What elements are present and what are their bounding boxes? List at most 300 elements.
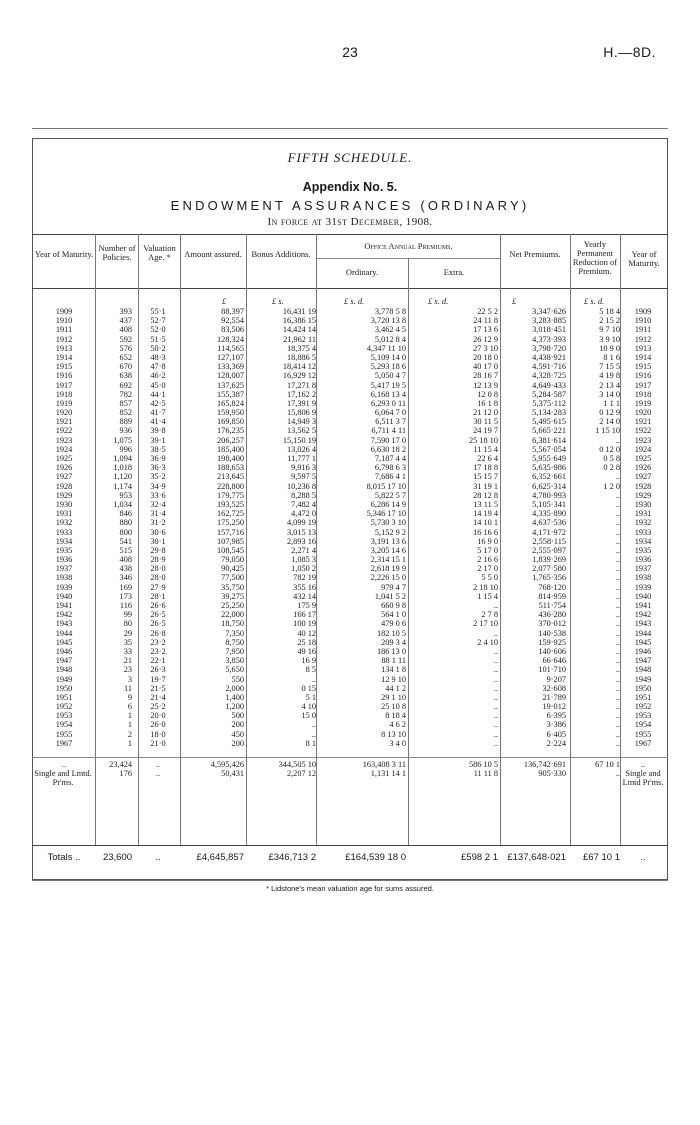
cell-year-right: 1933 [634,527,652,537]
cell-number: 936 [119,426,132,436]
cell-amount: 2,000 [225,683,244,693]
cell-year: 1913 [55,343,73,353]
cell-yearly: 9 7 10 [599,325,620,335]
cell-age: 31·4 [150,509,166,519]
cell-extra: .. [493,711,498,721]
table-row [36,665,664,674]
cell-yearly: 3 14 0 [599,389,620,399]
totals-extra: £598 2 1 [461,852,498,863]
cell-number: 592 [119,334,132,344]
cell-bonus: 1,085 3 [291,555,316,565]
cell-extra: 24 19 7 [473,426,498,436]
cell-year: 1916 [55,371,73,381]
cell-year: 1932 [55,518,73,528]
cell-net: 1,765·356 [532,573,566,583]
table-row [36,720,664,729]
cell-bonus: 17,162 2 [286,389,316,399]
cell-year: 1944 [55,628,73,638]
cell-extra: 25 18 10 [468,435,498,445]
cell-amount: 175,250 [217,518,244,528]
header-bottom-rule [32,288,668,289]
table-row [36,537,664,546]
cell-age: 28·0 [150,564,166,574]
cell-net: 5,495·615 [532,417,566,427]
cell-net: 768·120 [538,582,566,592]
cell-ordinary: 3,191 13 6 [370,536,406,546]
cell-year-right: 1937 [634,564,652,574]
cell-number: 576 [119,343,132,353]
cell-number: 1 [127,720,132,730]
cell-year-right: 1909 [634,307,652,316]
cell-net: 3,798·720 [532,343,566,353]
cell-year-right: 1919 [634,398,652,408]
single-ordinary: 1,131 14 1 [370,769,406,778]
cell-yearly: .. [615,472,620,482]
cell-year: 1922 [55,426,73,436]
cell-amount: 1,400 [225,692,244,702]
subtotal-bonus: 344,505 10 [278,760,316,769]
cell-yearly: 1 1 1 [603,398,620,408]
cell-net: 6·395 [546,711,566,721]
cell-bonus: 2,271 4 [291,545,316,555]
cell-age: 30·6 [150,527,166,537]
cell-year-right: 1929 [634,490,652,500]
cell-number: 996 [119,444,132,454]
col-header-office-premiums: Office Annual Premiums. [364,241,453,251]
subtitle: In force at 31st December, 1908. [267,216,433,228]
cell-yearly: .. [615,527,620,537]
table-row [36,702,664,711]
cell-year-right: 1934 [634,536,652,546]
cell-bonus: 49 16 [297,646,316,656]
cell-year: 1941 [55,601,73,610]
cell-bonus: 17,391 9 [286,398,316,408]
cell-ordinary: 7,590 17 0 [370,435,406,445]
cell-year: 1946 [55,646,73,656]
cell-ordinary: 6,064 7 0 [374,408,406,418]
cell-number: 35 [123,637,132,647]
cell-ordinary: 5,152 9 2 [374,527,406,537]
cell-ordinary: 7,686 4 1 [374,472,406,482]
cell-number: 800 [119,527,132,537]
cell-year: 1947 [55,656,73,666]
cell-age: 26·0 [150,720,166,730]
cell-net: 3,018·451 [532,325,566,335]
cell-year: 1935 [55,545,73,555]
cell-amount: 90,425 [221,564,244,574]
subtotal-year: .. [61,760,67,769]
data-rows [36,307,664,748]
cell-year: 1914 [55,352,73,362]
table-row [36,463,664,472]
cell-year-right: 1955 [634,729,652,739]
cell-net: 5,955·649 [532,454,566,463]
cell-yearly: .. [615,628,620,638]
cell-bonus: 175 9 [297,601,316,610]
cell-year-right: 1910 [634,316,652,326]
cell-yearly: .. [615,536,620,546]
table-row [36,610,664,619]
cell-yearly: .. [615,702,620,712]
cell-bonus: 2,893 16 [286,536,316,546]
subtotal-number: 23,424 [109,760,132,769]
cell-number: 1,075 [113,435,132,445]
page-header [0,44,700,64]
cell-yearly: .. [615,720,620,730]
cell-year-right: 1926 [634,463,652,473]
cell-ordinary: 5,109 14 0 [370,352,406,362]
cell-yearly: 5 18 4 [599,307,620,316]
cell-yearly: 1 2 0 [603,481,620,491]
totals-yearly: £67 10 1 [583,852,620,863]
cell-year-right: 1914 [634,352,652,362]
cell-ordinary: 660 9 8 [381,601,406,610]
cell-yearly: .. [615,555,620,565]
cell-number: 1,094 [113,454,132,463]
table-row [36,381,664,390]
cell-ordinary: 1,041 5 2 [374,591,406,601]
cell-year-right: 1932 [634,518,652,528]
cell-amount: 92,554 [221,316,244,326]
cell-year-right: 1951 [634,692,652,702]
cell-age: 28·0 [150,573,166,583]
cell-number: 3 [127,674,132,684]
cell-year-right: 1936 [634,555,652,565]
cell-year: 1915 [55,362,73,372]
cell-bonus: 11,777 1 [287,454,316,463]
cell-number: 638 [119,371,132,381]
cell-ordinary: 8 13 10 [381,729,406,739]
cell-bonus: 4,472 0 [291,509,316,519]
cell-amount: 5,650 [225,665,244,675]
table-row [36,500,664,509]
cell-ordinary: 5,012 8 4 [374,334,406,344]
cell-number: 1 [127,738,132,748]
cell-year-right: 1935 [634,545,652,555]
cell-year: 1921 [55,417,73,427]
cell-age: 46·2 [150,371,166,381]
cell-ordinary: 44 1 2 [385,683,406,693]
cell-extra: 5 5 0 [481,573,498,583]
cell-year: 1910 [55,316,73,326]
cell-year: 1920 [55,408,73,418]
table-row [36,325,664,334]
subtotal-yearly: 67 10 1 [595,760,620,769]
cell-bonus: 16,929 12 [282,371,316,381]
table-row [36,739,664,748]
cell-age: 44·1 [150,389,166,399]
cell-amount: 79,050 [221,555,244,565]
cell-age: 26·6 [150,601,166,610]
cell-net: 1,839·269 [532,555,566,565]
totals-top-rule [32,845,668,846]
cell-net: 436·280 [538,610,566,620]
cell-yearly: .. [615,637,620,647]
cell-amount: 169,850 [217,417,244,427]
frame-bottom-rule [32,880,668,881]
cell-number: 889 [119,417,132,427]
cell-number: 1,034 [113,499,132,509]
cell-bonus: .. [311,674,316,684]
cell-amount: 450 [231,729,244,739]
cell-number: 408 [119,555,132,565]
cell-amount: 77,500 [221,573,244,583]
cell-extra: .. [493,702,498,712]
cell-amount: 157,716 [217,527,244,537]
cell-yearly: .. [615,610,620,620]
cell-bonus: 8,288 5 [291,490,316,500]
table-row [36,546,664,555]
cell-yearly: .. [615,601,620,610]
cell-amount: 25,250 [221,601,244,610]
cell-age: 33·6 [150,490,166,500]
cell-age: 27·9 [150,582,166,592]
cell-amount: 159,950 [217,408,244,418]
cell-yearly: .. [615,591,620,601]
cell-yearly: 0 12 0 [599,444,620,454]
table-row [36,445,664,454]
cell-amount: 35,750 [221,582,244,592]
table-row [36,555,664,564]
cell-extra: 21 12 0 [473,408,498,418]
cell-year: 1925 [55,454,73,463]
cell-bonus: 16,431 19 [282,307,316,316]
cell-ordinary: 5,050 4 7 [374,371,406,381]
cell-year: 1955 [55,729,73,739]
cell-age: 39·8 [150,426,166,436]
cell-extra: .. [493,692,498,702]
cell-year-right: 1923 [634,435,652,445]
table-row [36,509,664,518]
cell-ordinary: 6,293 0 11 [371,398,406,408]
cell-ordinary: 479 0 6 [381,619,406,629]
cell-year: 1933 [55,527,73,537]
cell-age: 52·0 [150,325,166,335]
cell-amount: 155,387 [217,389,244,399]
cell-bonus: 8 1 [305,738,316,748]
totals-bonus: £346,713 2 [268,852,316,863]
col-header-age: Valuation Age. * [143,243,176,262]
cell-yearly: .. [615,665,620,675]
cell-year: 1950 [55,683,73,693]
cell-extra: 2 17 10 [473,619,498,629]
cell-ordinary: 8 18 4 [385,711,406,721]
cell-number: 11 [124,683,132,693]
cell-bonus: .. [311,729,316,739]
cell-ordinary: 182 10 5 [376,628,406,638]
cell-year-right: 1915 [634,362,652,372]
cell-age: 23·2 [150,637,166,647]
cell-year-right: 1944 [634,628,652,638]
cell-number: 652 [119,352,132,362]
cell-yearly: 8 1 6 [603,352,620,362]
cell-age: 28·1 [150,591,166,601]
cell-year: 1939 [55,582,73,592]
cell-net: 6,625·314 [532,481,566,491]
cell-extra: 17 13 6 [473,325,498,335]
cell-number: 880 [119,518,132,528]
cell-year: 1936 [55,555,73,565]
cell-extra: 16 1 8 [477,398,498,408]
table-row [36,390,664,399]
cell-year-right: 1922 [634,426,652,436]
cell-bonus: 16 9 [301,656,316,666]
col-header-number: Number of Policies. [98,243,136,262]
cell-ordinary: 6,798 6 3 [374,463,406,473]
cell-amount: 165,824 [217,398,244,408]
cell-extra: 22 5 2 [477,307,498,316]
cell-extra: .. [493,646,498,656]
cell-year-right: 1920 [634,408,652,418]
cell-net: 4,780·993 [532,490,566,500]
cell-amount: 500 [231,711,244,721]
cell-amount: 198,400 [217,454,244,463]
cell-bonus: 432 14 [293,591,316,601]
table-row [36,316,664,325]
cell-bonus: 166 17 [293,610,316,620]
cell-age: 23·2 [150,646,166,656]
cell-yearly: .. [615,711,620,721]
cell-ordinary: 2,314 15 1 [370,555,406,565]
cell-ordinary: 2,226 15 0 [370,573,406,583]
cell-year-right: 1943 [634,619,652,629]
cell-year-right: 1940 [634,591,652,601]
cell-amount: 39,275 [221,591,244,601]
cell-age: 26·5 [150,619,166,629]
cell-extra: .. [493,628,498,638]
single-amount: 50,431 [221,769,244,778]
cell-bonus: 13,562 5 [286,426,316,436]
cell-extra: 1 15 4 [477,591,498,601]
cell-extra: 16 9 0 [477,536,498,546]
cell-age: 32·4 [150,499,166,509]
cell-year: 1943 [55,619,73,629]
single-age: .. [155,769,161,778]
cell-extra: 14 10 1 [473,518,498,528]
cell-net: 2,555·097 [532,545,566,555]
cell-year-right: 1941 [634,601,652,610]
table-row [36,344,664,353]
table-row [36,491,664,500]
cell-year: 1953 [55,711,73,721]
table-row [36,573,664,582]
table-row [36,335,664,344]
table-row [36,353,664,362]
cell-bonus: 9,597 5 [291,472,316,482]
cell-net: 140·606 [538,646,566,656]
cell-extra: 28 16 7 [473,371,498,381]
col-header-amount: Amount assured. [184,249,242,259]
cell-net: 140·538 [538,628,566,638]
cell-bonus: 21,962 11 [283,334,316,344]
cell-extra: 12 0 8 [477,389,498,399]
col-header-yearly: Yearly Permanent Reduction of Premium. [572,239,618,276]
cell-bonus: 13,026 4 [286,444,316,454]
cell-number: 1,120 [113,472,132,482]
cell-year: 1942 [55,610,73,620]
cell-year: 1911 [55,325,73,335]
cell-extra: .. [493,656,498,666]
cell-net: 6·405 [546,729,566,739]
cell-amount: 1,200 [225,702,244,712]
cell-ordinary: 209 3 4 [381,637,406,647]
cell-number: 6 [127,702,132,712]
cell-bonus: 10,236 8 [286,481,316,491]
cell-year-right: 1921 [634,417,652,427]
cell-year-right: 1945 [634,637,652,647]
cell-number: 21 [123,656,132,666]
cell-age: 39·1 [150,435,166,445]
cell-bonus: 1,050 2 [291,564,316,574]
table-row [36,647,664,656]
unit-amount: £ [222,296,227,306]
cell-extra: 22 6 4 [477,454,498,463]
footnote: * Lidstone's mean valuation age for sums assured. [266,884,434,893]
table-row [36,371,664,380]
single-number: 176 [119,769,132,778]
cell-net: 3,347·626 [532,307,566,316]
cell-age: 34·9 [150,481,166,491]
cell-ordinary: 4,347 11 10 [366,343,406,353]
cell-net: 4,637·536 [532,518,566,528]
cell-bonus: 7,482 4 [291,499,316,509]
col-header-bonus: Bonus Additions. [251,249,311,259]
cell-bonus: 100 19 [293,619,316,629]
cell-year-right: 1930 [634,499,652,509]
cell-net: 9·207 [546,674,566,684]
cell-amount: 176,235 [217,426,244,436]
cell-net: 5,105·341 [532,499,566,509]
cell-bonus: .. [311,720,316,730]
cell-extra: .. [493,665,498,675]
cell-amount: 133,369 [217,362,244,372]
cell-bonus: 14,949 3 [286,417,316,427]
cell-bonus: 15 0 [301,711,316,721]
cell-extra: .. [493,683,498,693]
cell-yearly: .. [615,656,620,666]
single-year-right: Single and Lmtd Pr'ms. [622,769,664,787]
cell-year: 1918 [55,389,73,399]
table-row [36,592,664,601]
cell-net: 4,373·393 [532,334,566,344]
cell-number: 857 [119,398,132,408]
cell-age: 20·0 [150,711,166,721]
cell-number: 1,018 [113,463,132,473]
cell-age: 47·8 [150,362,166,372]
cell-net: 19·012 [542,702,566,712]
cell-bonus: 0 15 [301,683,316,693]
cell-amount: 107,985 [217,536,244,546]
cell-age: 35·2 [150,472,166,482]
cell-amount: 83,506 [221,325,244,335]
cell-year: 1967 [55,738,73,748]
cell-net: 4,171·972 [532,527,566,537]
cell-yearly: 2 13 4 [599,380,620,390]
cell-yearly: .. [615,545,620,555]
cell-extra: 12 13 9 [473,380,498,390]
table-row [36,528,664,537]
cell-extra: 2 16 6 [477,555,498,565]
table-row [36,619,664,628]
unit-net: £ [512,296,517,306]
cell-number: 33 [123,646,132,656]
table-row [36,693,664,702]
cell-yearly: .. [615,646,620,656]
cell-yearly: 1 15 10 [595,426,620,436]
cell-extra: 31 19 1 [473,481,498,491]
cell-net: 6,381·614 [532,435,566,445]
cell-age: 21·5 [150,683,166,693]
